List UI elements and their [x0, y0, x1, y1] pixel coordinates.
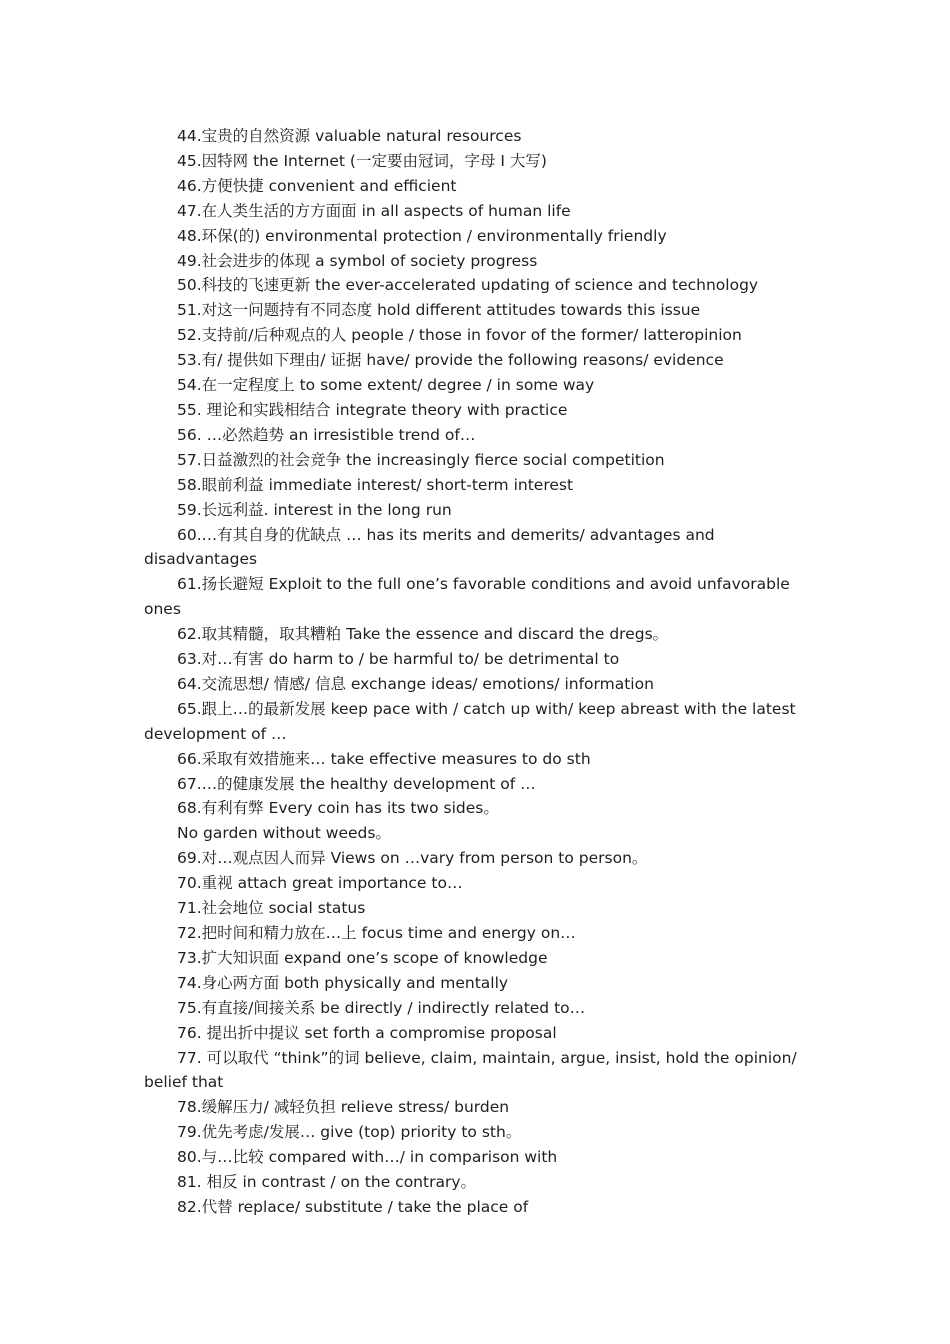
list-item: 48.环保(的) environmental protection / environmentally friendly [177, 226, 667, 245]
list-item: 73.扩大知识面 expand one’s scope of knowledge [177, 948, 548, 967]
list-item: 55. 理论和实践相结合 integrate theory with practice [177, 400, 568, 419]
list-item: 82.代替 replace/ substitute / take the place of [177, 1197, 529, 1216]
phrase-list [144, 124, 808, 1220]
list-item: 74.身心两方面 both physically and mentally [177, 973, 509, 992]
list-item: 51.对这一问题持有不同态度 hold different attitudes towards this issue [177, 301, 701, 320]
list-item: 64.交流思想/ 情感/ 信息 exchange ideas/ emotions/ information [177, 674, 654, 693]
list-item: 81. 相反 in contrast / on the contrary。 [177, 1173, 476, 1192]
list-item: 60.…有其自身的优缺点 … has its merits and demerits/ advantages and disadvantages [144, 525, 715, 569]
list-item: 76. 提出折中提议 set forth a compromise proposal [177, 1023, 557, 1042]
list-item: 63.对…有害 do harm to / be harmful to/ be detrimental to [177, 650, 620, 669]
list-item: 58.眼前利益 immediate interest/ short-term interest [177, 475, 574, 494]
list-item: 67.…的健康发展 the healthy development of … [177, 774, 536, 793]
list-item: 46.方便快捷 convenient and efficient [177, 176, 457, 195]
list-item: 70.重视 attach great importance to… [177, 874, 463, 893]
list-item: No garden without weeds。 [177, 824, 391, 843]
list-item: 77. 可以取代 “think”的词 believe, claim, maintain, argue, insist, hold the opinion/ belief that [144, 1048, 797, 1092]
list-item: 53.有/ 提供如下理由/ 证据 have/ provide the following reasons/ evidence [177, 351, 724, 370]
list-item: 45.因特网 the Internet (一定要由冠词，字母 I 大写) [177, 151, 547, 170]
list-item: 52.支持前/后种观点的人 people / those in fovor of the former/ latteropinion [177, 326, 742, 345]
list-item: 79.优先考虑/发展… give (top) priority to sth。 [177, 1123, 522, 1142]
list-item: 57.日益激烈的社会竞争 the increasingly fierce social competition [177, 450, 665, 469]
list-item: 50.科技的飞速更新 the ever-accelerated updating of science and technology [177, 276, 759, 295]
list-item: 65.跟上…的最新发展 keep pace with / catch up with/ keep abreast with the latest development of … [144, 699, 796, 743]
list-item: 75.有直接/间接关系 be directly / indirectly related to… [177, 998, 586, 1017]
list-item: 44.宝贵的自然资源 valuable natural resources [177, 127, 522, 145]
list-item: 56. …必然趋势 an irresistible trend of… [177, 425, 476, 444]
list-item: 78.缓解压力/ 减轻负担 relieve stress/ burden [177, 1098, 510, 1117]
list-item: 47.在人类生活的方方面面 in all aspects of human life [177, 201, 571, 220]
list-item: 69.对…观点因人而异 Views on …vary from person to person。 [177, 849, 648, 868]
list-item: 49.社会进步的体现 a symbol of society progress [177, 251, 538, 270]
list-item: 61.扬长避短 Exploit to the full one’s favorable conditions and avoid unfavorable ones [144, 575, 790, 619]
list-item: 72.把时间和精力放在…上 focus time and energy on… [177, 924, 576, 942]
list-item: 66.采取有效措施来… take effective measures to do sth [177, 749, 591, 768]
list-item: 62.取其精髓，取其糟粕 Take the essence and discard the dregs。 [177, 625, 669, 644]
list-item: 68.有利有弊 Every coin has its two sides。 [177, 799, 499, 818]
list-item: 54.在一定程度上 to some extent/ degree / in some way [177, 376, 595, 395]
list-item: 59.长远利益. interest in the long run [177, 500, 452, 519]
list-item: 71.社会地位 social status [177, 899, 366, 918]
list-item: 80.与…比较 compared with…/ in comparison with [177, 1148, 558, 1167]
